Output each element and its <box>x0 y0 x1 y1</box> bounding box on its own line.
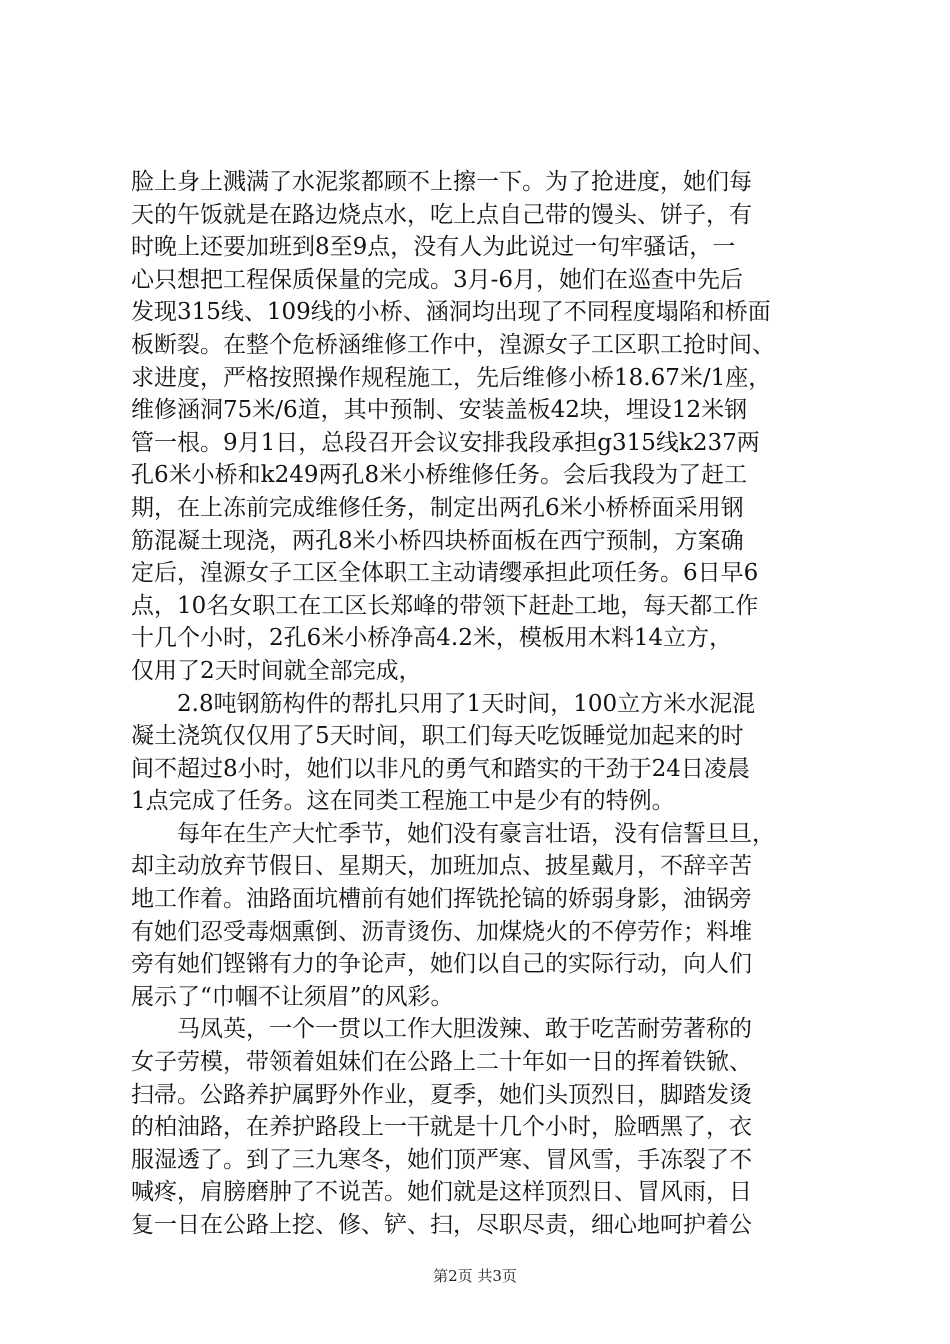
text-line: 旁有她们铿锵有力的争论声，她们以自己的实际行动，向人们 <box>131 951 752 978</box>
text-line: 时晚上还要加班到8至9点，没有人为此说过一句牢骚话，一 <box>131 234 736 261</box>
text-line: 期，在上冻前完成维修任务，制定出两孔6米小桥桥面采用钢 <box>131 494 744 521</box>
text-line: 定后，湟源女子工区全体职工主动请缨承担此项任务。6日早6 <box>131 560 759 587</box>
text-line: 点，10名女职工在工区长郑峰的带领下赶赴工地，每天都工作 <box>131 592 759 619</box>
text-line: 马凤英，一个一贯以工作大胆泼辣、敢于吃苦耐劳著称的 <box>131 1016 752 1043</box>
text-line: 孔6米小桥和k249两孔8米小桥维修任务。会后我段为了赶工 <box>131 462 748 489</box>
page-footer: 第2页 共3页 <box>433 1267 517 1285</box>
text-line: 管一根。9月1日，总段召开会议安排我段承担g315线k237两 <box>131 429 760 456</box>
text-line: 每年在生产大忙季节，她们没有豪言壮语，没有信誓旦旦， <box>131 820 775 847</box>
text-line: 服湿透了。到了三九寒冬，她们顶严寒、冒风雪，手冻裂了不 <box>131 1146 752 1173</box>
text-line: 却主动放弃节假日、星期天，加班加点、披星戴月，不辞辛苦 <box>131 853 752 880</box>
text-line: 喊疼，肩膀磨肿了不说苦。她们就是这样顶烈日、冒风雨，日 <box>131 1179 752 1206</box>
text-line: 天的午饭就是在路边烧点水，吃上点自己带的馒头、饼子，有 <box>131 201 752 228</box>
text-line: 发现315线、109线的小桥、涵洞均出现了不同程度塌陷和桥面 <box>131 299 771 326</box>
text-line: 求进度，严格按照操作规程施工，先后维修小桥18.67米/1座， <box>131 364 772 391</box>
text-line: 筋混凝土现浇，两孔8米小桥四块桥面板在西宁预制，方案确 <box>131 527 744 554</box>
body-text <box>131 166 831 1242</box>
text-line: 扫帚。公路养护属野外作业，夏季，她们头顶烈日，脚踏发烫 <box>131 1081 752 1108</box>
text-line: 2.8吨钢筋构件的帮扎只用了1天时间，100立方米水泥混 <box>131 690 756 717</box>
text-line: 展示了“巾帼不让须眉”的风彩。 <box>131 983 454 1010</box>
text-line: 仅用了2天时间就全部完成， <box>131 657 422 684</box>
text-line: 十几个小时，2孔6米小桥净高4.2米，模板用木料14立方， <box>131 625 733 652</box>
text-line: 间不超过8小时，她们以非凡的勇气和踏实的干劲于24日凌晨 <box>131 755 750 782</box>
text-line: 板断裂。在整个危桥涵维修工作中，湟源女子工区职工抢时间、 <box>131 331 775 358</box>
text-line: 的柏油路，在养护路段上一干就是十几个小时，脸晒黑了，衣 <box>131 1114 752 1141</box>
text-line: 脸上身上溅满了水泥浆都顾不上擦一下。为了抢进度，她们每 <box>131 169 752 195</box>
text-line: 地工作着。油路面坑槽前有她们挥铣抡镐的娇弱身影，油锅旁 <box>131 886 752 913</box>
text-line: 心只想把工程保质保量的完成。3月-6月，她们在巡查中先后 <box>131 266 744 293</box>
text-line: 女子劳模，带领着姐妹们在公路上二十年如一日的挥着铁锨、 <box>131 1049 752 1076</box>
text-line: 凝土浇筑仅仅用了5天时间，职工们每天吃饭睡觉加起来的时 <box>131 723 744 750</box>
text-line: 维修涵洞75米/6道，其中预制、安装盖板42块，埋设12米钢 <box>131 397 748 424</box>
text-line: 有她们忍受毒烟熏倒、沥青烫伤、加煤烧火的不停劳作；料堆 <box>131 918 752 945</box>
text-line: 复一日在公路上挖、修、铲、扫，尽职尽责，细心地呵护着公 <box>131 1212 752 1238</box>
text-line: 1点完成了任务。这在同类工程施工中是少有的特例。 <box>131 788 675 815</box>
